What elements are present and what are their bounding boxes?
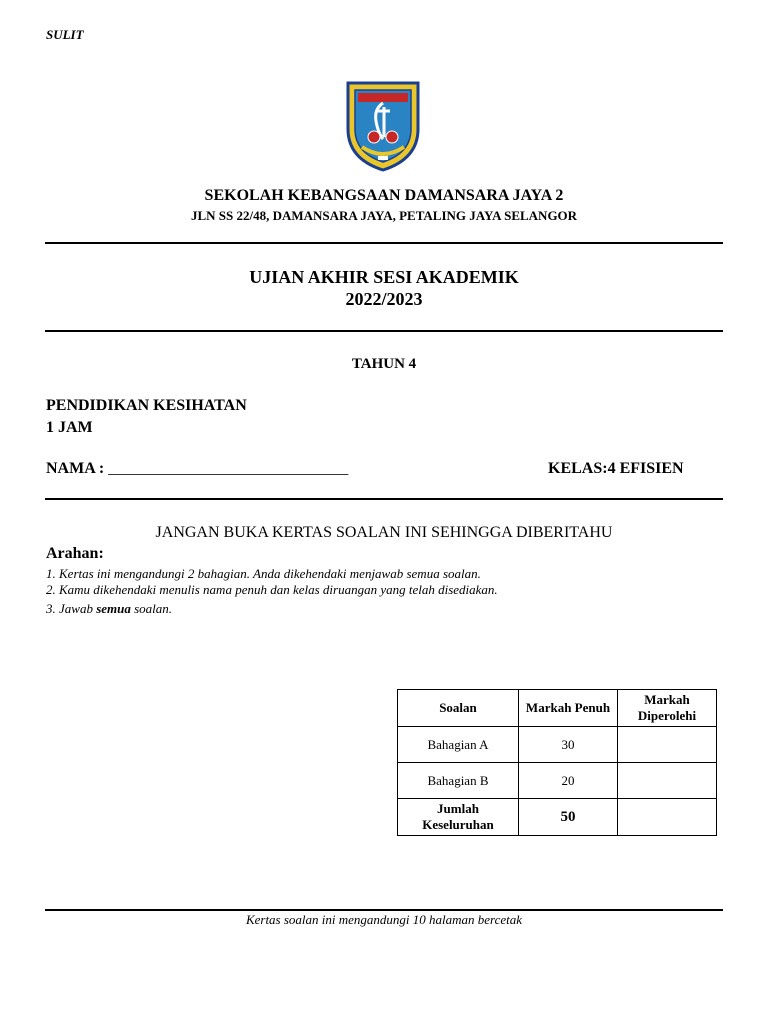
- instruction-item-3-emphasis: semua: [96, 601, 131, 616]
- divider-top: [45, 242, 723, 244]
- school-name: SEKOLAH KEBANGSAAN DAMANSARA JAYA 2: [204, 187, 564, 204]
- header-markah-diperolehi: Markah Diperolehi: [618, 690, 717, 727]
- warning-text: JANGAN BUKA KERTAS SOALAN INI SEHINGGA DIBERITAHU: [155, 524, 613, 541]
- total-obtained-marks-cell[interactable]: [618, 799, 717, 836]
- full-marks-cell: 20: [519, 763, 618, 799]
- name-field[interactable]: [46, 460, 348, 478]
- school-address: JLN SS 22/48, DAMANSARA JAYA, PETALING JAYA SELANGOR: [190, 208, 578, 223]
- divider-bottom: [45, 498, 723, 500]
- footer-note: Kertas soalan ini mengandungi 10 halaman bercetak: [245, 912, 523, 927]
- instruction-item-3: [46, 601, 172, 617]
- total-label-cell: Jumlah Keseluruhan: [398, 799, 519, 836]
- table-row: [398, 763, 717, 799]
- school-crest-icon: [344, 77, 422, 173]
- header-markah-penuh: Markah Penuh: [519, 690, 618, 727]
- table-header-row: [398, 690, 717, 727]
- instruction-item-3-suffix: soalan.: [130, 601, 173, 616]
- table-total-row: [398, 799, 717, 836]
- instruction-item-2: 2. Kamu dikehendaki menulis nama penuh dan kelas diruangan yang telah disediakan.: [46, 582, 498, 597]
- obtained-marks-cell[interactable]: [618, 727, 717, 763]
- full-marks-cell: 30: [519, 727, 618, 763]
- marks-table: [397, 689, 717, 836]
- class-label: KELAS:4 EFISIEN: [548, 460, 684, 477]
- header-soalan: Soalan: [398, 690, 519, 727]
- name-label: NAMA :: [46, 460, 109, 477]
- table-row: [398, 727, 717, 763]
- exam-duration: 1 JAM: [46, 419, 93, 436]
- name-blank-line[interactable]: ______________________________: [108, 460, 349, 477]
- divider-middle: [45, 330, 723, 332]
- academic-year: 2022/2023: [345, 289, 423, 309]
- divider-footer: [45, 909, 723, 911]
- classification-label: SULIT: [46, 27, 84, 42]
- instructions-heading: Arahan:: [46, 545, 104, 562]
- section-cell: Bahagian B: [398, 763, 519, 799]
- subject-title: PENDIDIKAN KESIHATAN: [46, 397, 247, 414]
- obtained-marks-cell[interactable]: [618, 763, 717, 799]
- section-cell: Bahagian A: [398, 727, 519, 763]
- total-full-marks-cell: 50: [519, 799, 618, 836]
- grade-label: TAHUN 4: [351, 356, 417, 372]
- instruction-item-1: 1. Kertas ini mengandungi 2 bahagian. Anda dikehendaki menjawab semua soalan.: [46, 566, 481, 581]
- instruction-item-3-prefix: 3. Jawab: [46, 601, 97, 616]
- exam-title: UJIAN AKHIR SESI AKADEMIK: [249, 267, 519, 287]
